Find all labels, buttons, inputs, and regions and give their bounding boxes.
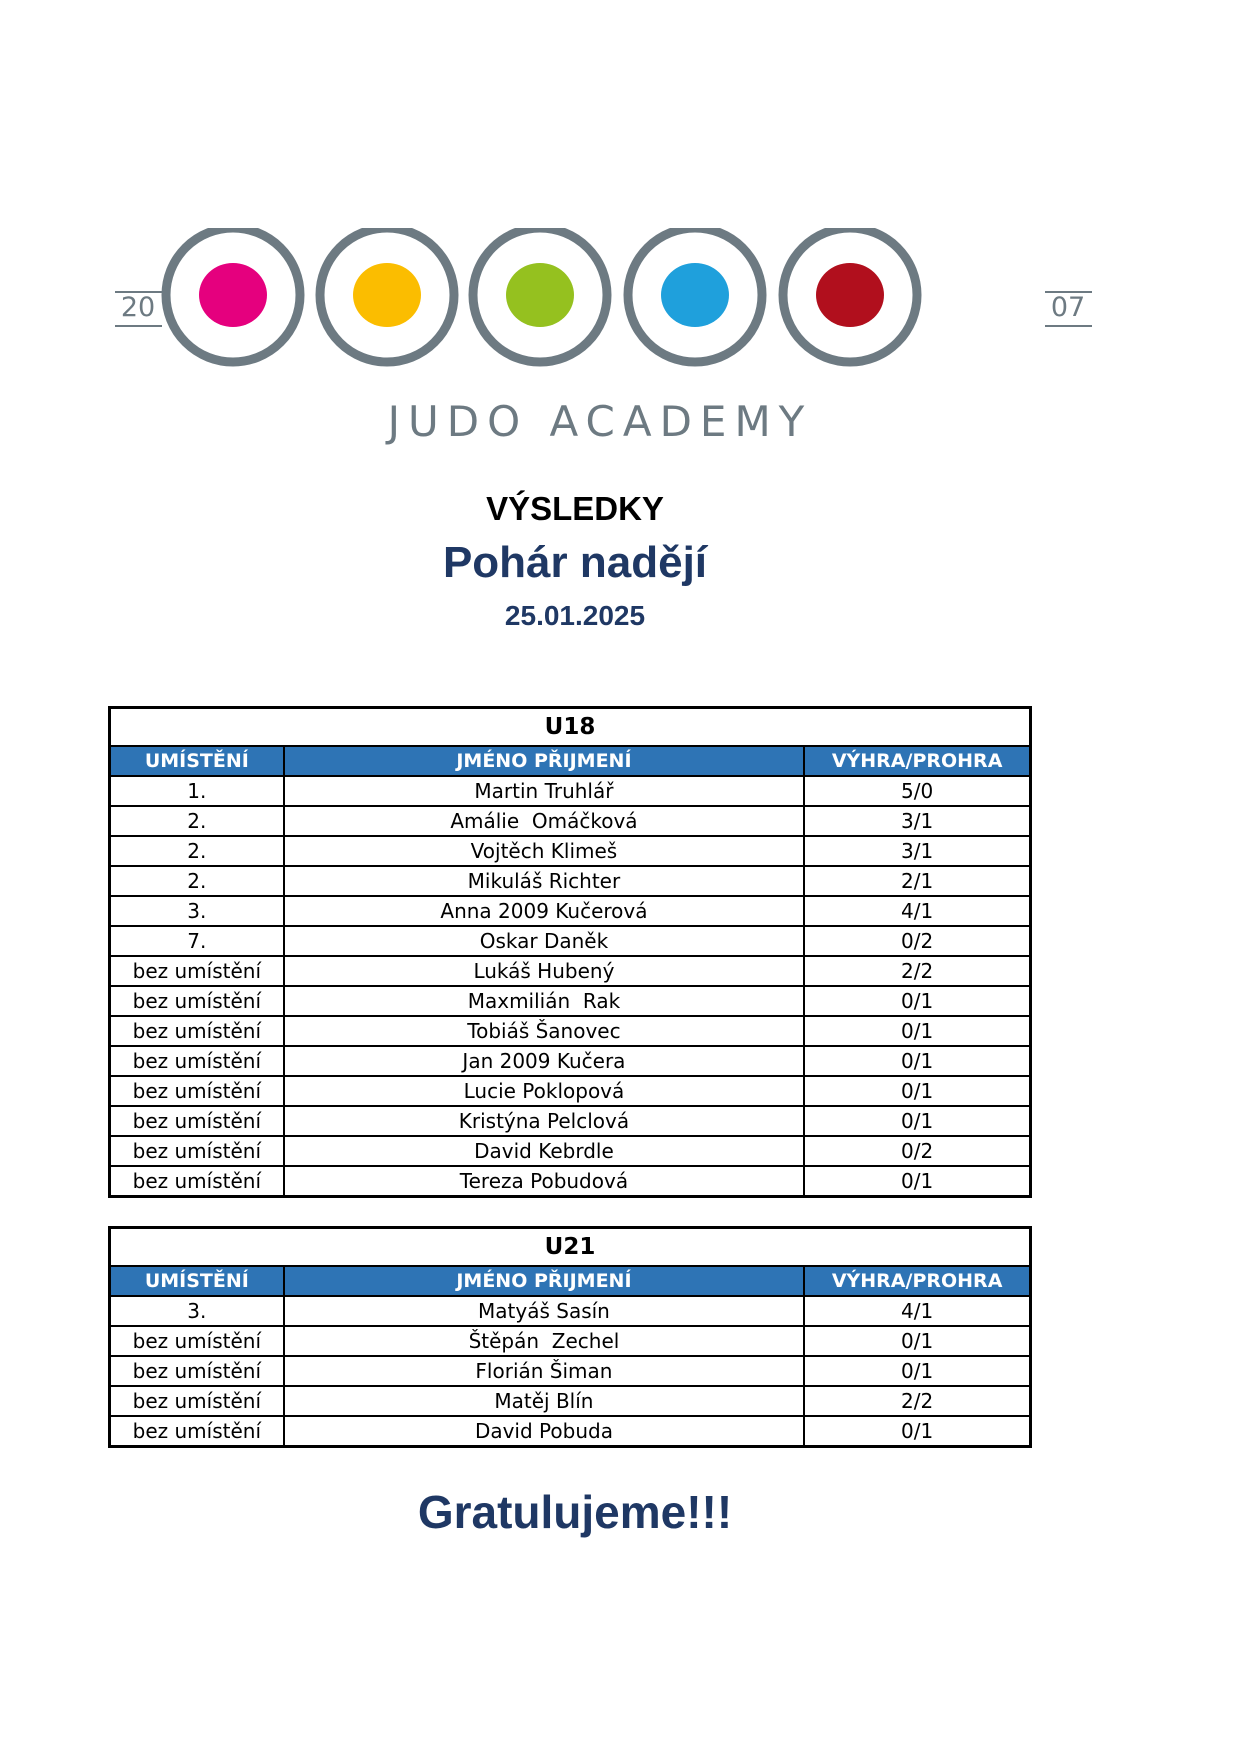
score-cell: 0/1 [804,986,1030,1016]
logo-dot [506,263,574,327]
category-title: U18 [110,708,1031,747]
table-row [110,1386,1031,1416]
column-header-place: UMÍSTĚNÍ [110,746,284,776]
score-cell: 0/1 [804,1416,1030,1447]
place-cell: 1. [110,776,284,806]
place-cell: bez umístění [110,1106,284,1136]
table-row [110,1106,1031,1136]
score-cell: 3/1 [804,836,1030,866]
table-row [110,1166,1031,1197]
score-cell: 3/1 [804,806,1030,836]
name-cell: Florián Šiman [284,1356,805,1386]
place-cell: 7. [110,926,284,956]
logo-wordmark: JUDO ACADEMY [387,397,813,446]
place-cell: bez umístění [110,1386,284,1416]
name-cell: Mikuláš Richter [284,866,805,896]
name-cell: Kristýna Pelclová [284,1106,805,1136]
logo-year-right [1045,292,1092,326]
score-cell: 4/1 [804,896,1030,926]
place-cell: bez umístění [110,1076,284,1106]
name-cell: Vojtěch Klimeš [284,836,805,866]
score-cell: 0/2 [804,1136,1030,1166]
name-cell: Štěpán Zechel [284,1326,805,1356]
place-cell: 2. [110,836,284,866]
score-cell: 0/1 [804,1076,1030,1106]
table-row [110,1016,1031,1046]
score-cell: 2/2 [804,956,1030,986]
place-cell: bez umístění [110,1136,284,1166]
column-header-score: VÝHRA/PROHRA [804,1266,1030,1296]
table-row [110,1296,1031,1326]
score-cell: 2/2 [804,1386,1030,1416]
table-row [110,776,1031,806]
name-cell: Amálie Omáčková [284,806,805,836]
score-cell: 4/1 [804,1296,1030,1326]
table-row [110,1136,1031,1166]
table-row [110,1326,1031,1356]
name-cell: David Pobuda [284,1416,805,1447]
score-cell: 0/1 [804,1166,1030,1197]
column-header-place: UMÍSTĚNÍ [110,1266,284,1296]
name-cell: Maxmilián Rak [284,986,805,1016]
place-cell: bez umístění [110,986,284,1016]
place-cell: bez umístění [110,1046,284,1076]
table-row [110,1046,1031,1076]
year-right-text: 07 [1050,292,1086,323]
score-cell: 0/2 [804,926,1030,956]
judo-academy-logo [110,228,1110,458]
results-table-u21 [108,1226,1032,1448]
name-cell: Lucie Poklopová [284,1076,805,1106]
name-cell: Martin Truhlář [284,776,805,806]
score-cell: 0/1 [804,1326,1030,1356]
score-cell: 0/1 [804,1016,1030,1046]
score-cell: 0/1 [804,1106,1030,1136]
logo-year-left [115,292,162,326]
name-cell: Tereza Pobudová [284,1166,805,1197]
year-left-text: 20 [120,292,156,323]
name-cell: Jan 2009 Kučera [284,1046,805,1076]
logo-dot [661,263,729,327]
table-row [110,866,1031,896]
table-row [110,1416,1031,1447]
table-row [110,986,1031,1016]
logo-dot [199,263,267,327]
place-cell: 3. [110,896,284,926]
place-cell: bez umístění [110,1016,284,1046]
score-cell: 0/1 [804,1046,1030,1076]
table-row [110,926,1031,956]
table-row [110,1076,1031,1106]
score-cell: 5/0 [804,776,1030,806]
column-header-name: JMÉNO PŘIJMENÍ [284,746,805,776]
table-row [110,956,1031,986]
results-heading: VÝSLEDKY [486,490,664,527]
table-row [110,836,1031,866]
results-table-u18 [108,706,1032,1198]
name-cell: David Kebrdle [284,1136,805,1166]
table-row [110,896,1031,926]
place-cell: bez umístění [110,1326,284,1356]
place-cell: 3. [110,1296,284,1326]
name-cell: Matěj Blín [284,1386,805,1416]
score-cell: 0/1 [804,1356,1030,1386]
place-cell: bez umístění [110,1416,284,1447]
score-cell: 2/1 [804,866,1030,896]
place-cell: 2. [110,806,284,836]
event-date: 25.01.2025 [504,600,646,631]
name-cell: Anna 2009 Kučerová [284,896,805,926]
name-cell: Lukáš Hubený [284,956,805,986]
place-cell: bez umístění [110,956,284,986]
column-header-name: JMÉNO PŘIJMENÍ [284,1266,805,1296]
congratulations-text: Gratulujeme!!! [417,1486,733,1538]
place-cell: 2. [110,866,284,896]
place-cell: bez umístění [110,1166,284,1197]
category-title: U21 [110,1228,1031,1267]
logo-dot [816,263,884,327]
column-header-score: VÝHRA/PROHRA [804,746,1030,776]
logo-graphic [110,228,1110,458]
place-cell: bez umístění [110,1356,284,1386]
name-cell: Matyáš Sasín [284,1296,805,1326]
name-cell: Oskar Daněk [284,926,805,956]
name-cell: Tobiáš Šanovec [284,1016,805,1046]
table-row [110,1356,1031,1386]
event-name: Pohár nadějí [442,538,708,587]
logo-dot [353,263,421,327]
table-row [110,806,1031,836]
